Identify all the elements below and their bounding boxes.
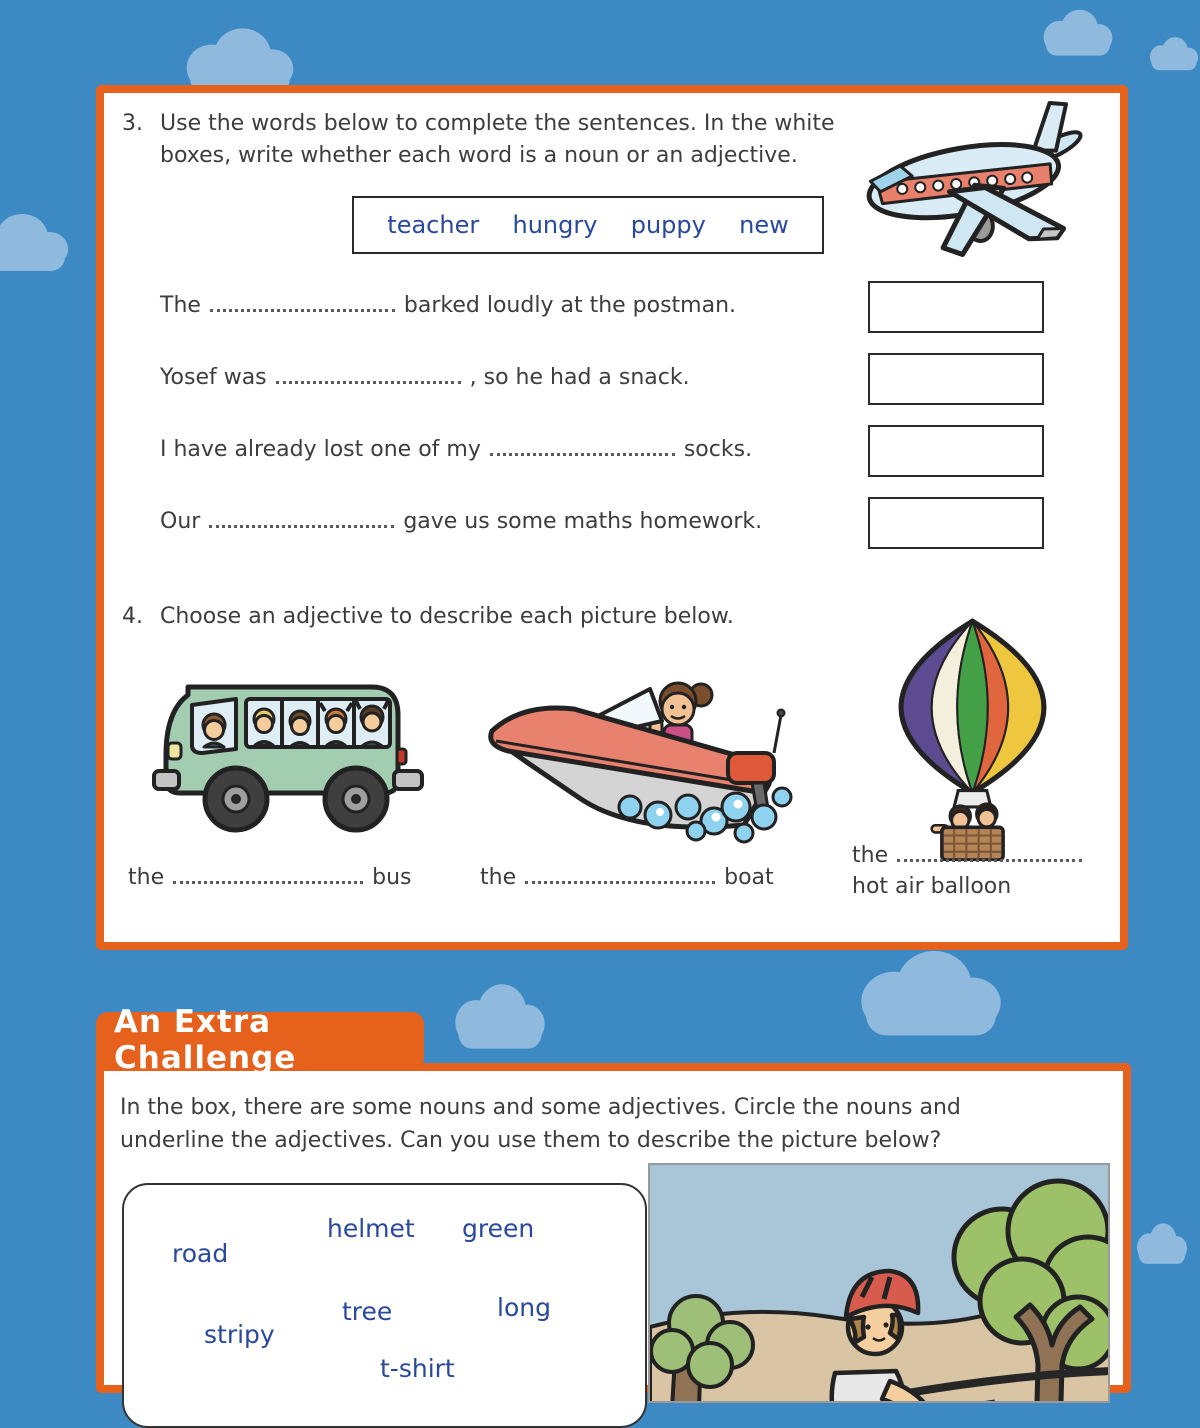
answer-blank[interactable] [210, 295, 395, 312]
caption-after: boat [724, 865, 774, 890]
cloud-decoration [1146, 36, 1200, 72]
sentence-before: Yosef was [160, 365, 267, 390]
worksheet-panel-questions [96, 85, 1128, 950]
question3-word-bank [352, 196, 824, 254]
caption-after: bus [372, 865, 412, 890]
answer-blank[interactable] [276, 367, 461, 384]
answer-blank[interactable] [173, 867, 363, 884]
challenge-word: green [462, 1214, 535, 1243]
challenge-word-box [122, 1183, 647, 1428]
cloud-decoration [0, 212, 76, 274]
extra-challenge-prompt: In the box, there are some nouns and some adjectives. Circle the nouns and underline the adjectives. Can you use them to describe the picture below? [120, 1095, 961, 1153]
sentence-before: The [160, 293, 201, 318]
caption-boat [480, 865, 774, 890]
challenge-word: tree [342, 1297, 393, 1326]
question3-prompt: Use the words below to complete the sentences. In the white boxes, write whether each word is a noun or an adjective. [160, 111, 835, 168]
caption-before: the [852, 843, 889, 868]
word-class-box[interactable] [868, 281, 1044, 333]
sentence-row [160, 509, 762, 534]
sentence-row [160, 437, 752, 462]
cloud-decoration [850, 948, 1012, 1040]
caption-before: the [128, 865, 165, 890]
airplane-illustration [856, 101, 1096, 259]
bike-scene [650, 1165, 1110, 1403]
cloud-decoration [1133, 1222, 1191, 1266]
sentence-row [160, 365, 690, 390]
question4-prompt: Choose an adjective to describe each picture below. [160, 604, 734, 629]
answer-blank[interactable] [525, 867, 715, 884]
sentence-before: I have already lost one of my [160, 437, 481, 462]
challenge-word: road [172, 1239, 229, 1268]
sentence-row [160, 293, 736, 318]
caption-hot-air-balloon [852, 843, 1091, 899]
child-riding-bike-picture [648, 1163, 1110, 1403]
sentence-after: socks. [683, 437, 753, 462]
answer-blank[interactable] [490, 439, 675, 456]
boat-illustration [482, 657, 802, 849]
word-bank-word: teacher [387, 211, 480, 239]
answer-blank[interactable] [897, 845, 1082, 862]
bus-illustration [148, 659, 433, 847]
word-bank-word: puppy [630, 211, 706, 239]
answer-blank[interactable] [209, 511, 394, 528]
challenge-word: t-shirt [380, 1354, 455, 1383]
word-bank-word: hungry [512, 211, 598, 239]
challenge-word: long [497, 1293, 551, 1322]
question4-number: 4. [122, 604, 143, 629]
extra-challenge-panel [96, 1063, 1131, 1393]
word-bank-word: new [739, 211, 789, 239]
extra-challenge-banner [96, 1004, 424, 1076]
word-class-box[interactable] [868, 425, 1044, 477]
cloud-decoration [448, 982, 552, 1052]
word-class-box[interactable] [868, 497, 1044, 549]
question4-prompt-row [122, 601, 942, 633]
sentence-after: barked loudly at the postman. [403, 293, 737, 318]
sentence-before: Our [160, 509, 201, 534]
caption-before: the [480, 865, 517, 890]
challenge-word: helmet [327, 1214, 415, 1243]
challenge-word: stripy [204, 1320, 275, 1349]
question3-number: 3. [122, 111, 143, 136]
hot-air-balloon-illustration [890, 611, 1055, 861]
caption-after: hot air balloon [852, 874, 1012, 899]
cloud-decoration [1038, 8, 1118, 58]
caption-bus [128, 865, 411, 890]
question3-prompt-row [122, 108, 878, 172]
sentence-after: gave us some maths homework. [403, 509, 763, 534]
extra-challenge-title: An Extra Challenge [114, 1004, 297, 1076]
sentence-after: , so he had a snack. [469, 365, 690, 390]
word-class-box[interactable] [868, 353, 1044, 405]
